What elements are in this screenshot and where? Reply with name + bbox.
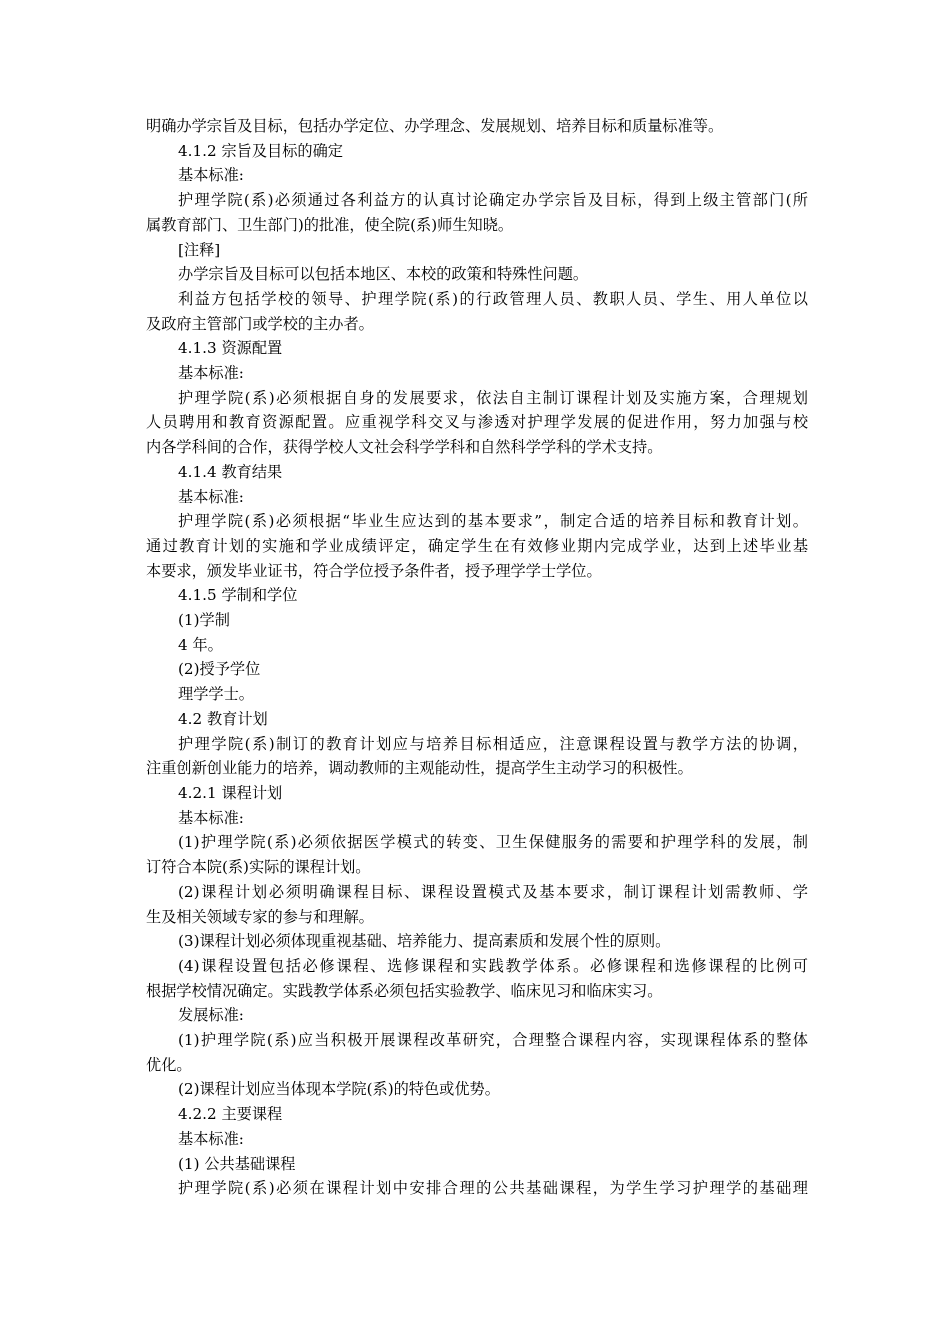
- text-line: (1)学制: [178, 611, 230, 630]
- text-line: 内各学科间的合作，获得学校人文社会科学学科和自然科学学科的学术支持。: [146, 438, 663, 457]
- text-line: 优化。: [146, 1055, 192, 1074]
- text-line: 通过教育计划的实施和学业成绩评定，确定学生在有效修业期内完成学业，达到上述毕业基: [146, 536, 808, 555]
- text-line: 注重创新创业能力的培养，调动教师的主观能动性，提高学生主动学习的积极性。: [146, 759, 693, 778]
- text-line: (2)授予学位: [178, 660, 261, 679]
- text-line: 护理学院(系)必须根据“毕业生应达到的基本要求”，制定合适的培养目标和教育计划。: [178, 512, 808, 531]
- text-line: 及政府主管部门或学校的主办者。: [146, 314, 374, 333]
- text-line: (2)课程计划应当体现本学院(系)的特色或优势。: [178, 1080, 500, 1099]
- text-line: 4 年。: [178, 635, 223, 654]
- text-line: 办学宗旨及目标可以包括本地区、本校的政策和特殊性问题。: [178, 265, 589, 284]
- text-line: 护理学院(系)制订的教育计划应与培养目标相适应，注意课程设置与教学方法的协调，: [178, 734, 808, 753]
- text-line: 4.2.2 主要课程: [178, 1105, 283, 1124]
- text-line: 属教育部门、卫生部门)的批准，使全院(系)师生知晓。: [146, 215, 514, 234]
- text-line: 利益方包括学校的领导、护理学院(系)的行政管理人员、教职人员、学生、用人单位以: [178, 289, 808, 308]
- text-line: 护理学院(系)必须在课程计划中安排合理的公共基础课程，为学生学习护理学的基础理: [178, 1179, 808, 1198]
- text-line: 理学学士。: [178, 685, 254, 704]
- text-line: (2)课程计划必须明确课程目标、课程设置模式及基本要求，制订课程计划需教师、学: [178, 882, 808, 901]
- text-line: 人员聘用和教育资源配置。应重视学科交叉与渗透对护理学发展的促进作用，努力加强与校: [146, 413, 808, 432]
- text-line: 基本标准:: [178, 364, 244, 383]
- text-line: (1)护理学院(系)应当积极开展课程改革研究，合理整合课程内容，实现课程体系的整体: [178, 1031, 808, 1050]
- text-line: 4.2 教育计划: [178, 709, 268, 728]
- text-line: 本要求，颁发毕业证书，符合学位授予条件者，授予理学学士学位。: [146, 561, 602, 580]
- text-line: 4.1.3 资源配置: [178, 339, 283, 358]
- text-line: 根据学校情况确定。实践教学体系必须包括实验教学、临床见习和临床实习。: [146, 981, 663, 1000]
- text-line: 4.1.4 教育结果: [178, 462, 283, 481]
- text-line: (1)护理学院(系)必须依据医学模式的转变、卫生保健服务的需要和护理学科的发展，制: [178, 833, 808, 852]
- text-line: (1) 公共基础课程: [178, 1154, 296, 1173]
- text-line: 订符合本院(系)实际的课程计划。: [146, 858, 371, 877]
- text-line: 发展标准:: [178, 1006, 244, 1025]
- text-line: 基本标准:: [178, 487, 244, 506]
- text-line: 基本标准:: [178, 166, 244, 185]
- text-line: 基本标准:: [178, 808, 244, 827]
- text-line: 4.1.2 宗旨及目标的确定: [178, 141, 343, 160]
- text-line: 4.1.5 学制和学位: [178, 586, 298, 605]
- text-line: 明确办学宗旨及目标，包括办学定位、办学理念、发展规划、培养目标和质量标准等。: [146, 117, 724, 135]
- text-line: 生及相关领域专家的参与和理解。: [146, 907, 374, 926]
- text-line: 基本标准:: [178, 1129, 244, 1148]
- text-line: (3)课程计划必须体现重视基础、培养能力、提高素质和发展个性的原则。: [178, 932, 671, 951]
- document-page: [146, 114, 808, 1201]
- text-line: [注释]: [178, 240, 221, 259]
- text-line: (4)课程设置包括必修课程、选修课程和实践教学体系。必修课程和选修课程的比例可: [178, 956, 808, 975]
- text-line: 护理学院(系)必须通过各利益方的认真讨论确定办学宗旨及目标，得到上级主管部门(所: [178, 191, 808, 210]
- text-line: 护理学院(系)必须根据自身的发展要求，依法自主制订课程计划及实施方案，合理规划: [178, 388, 808, 407]
- text-line: 4.2.1 课程计划: [178, 783, 283, 802]
